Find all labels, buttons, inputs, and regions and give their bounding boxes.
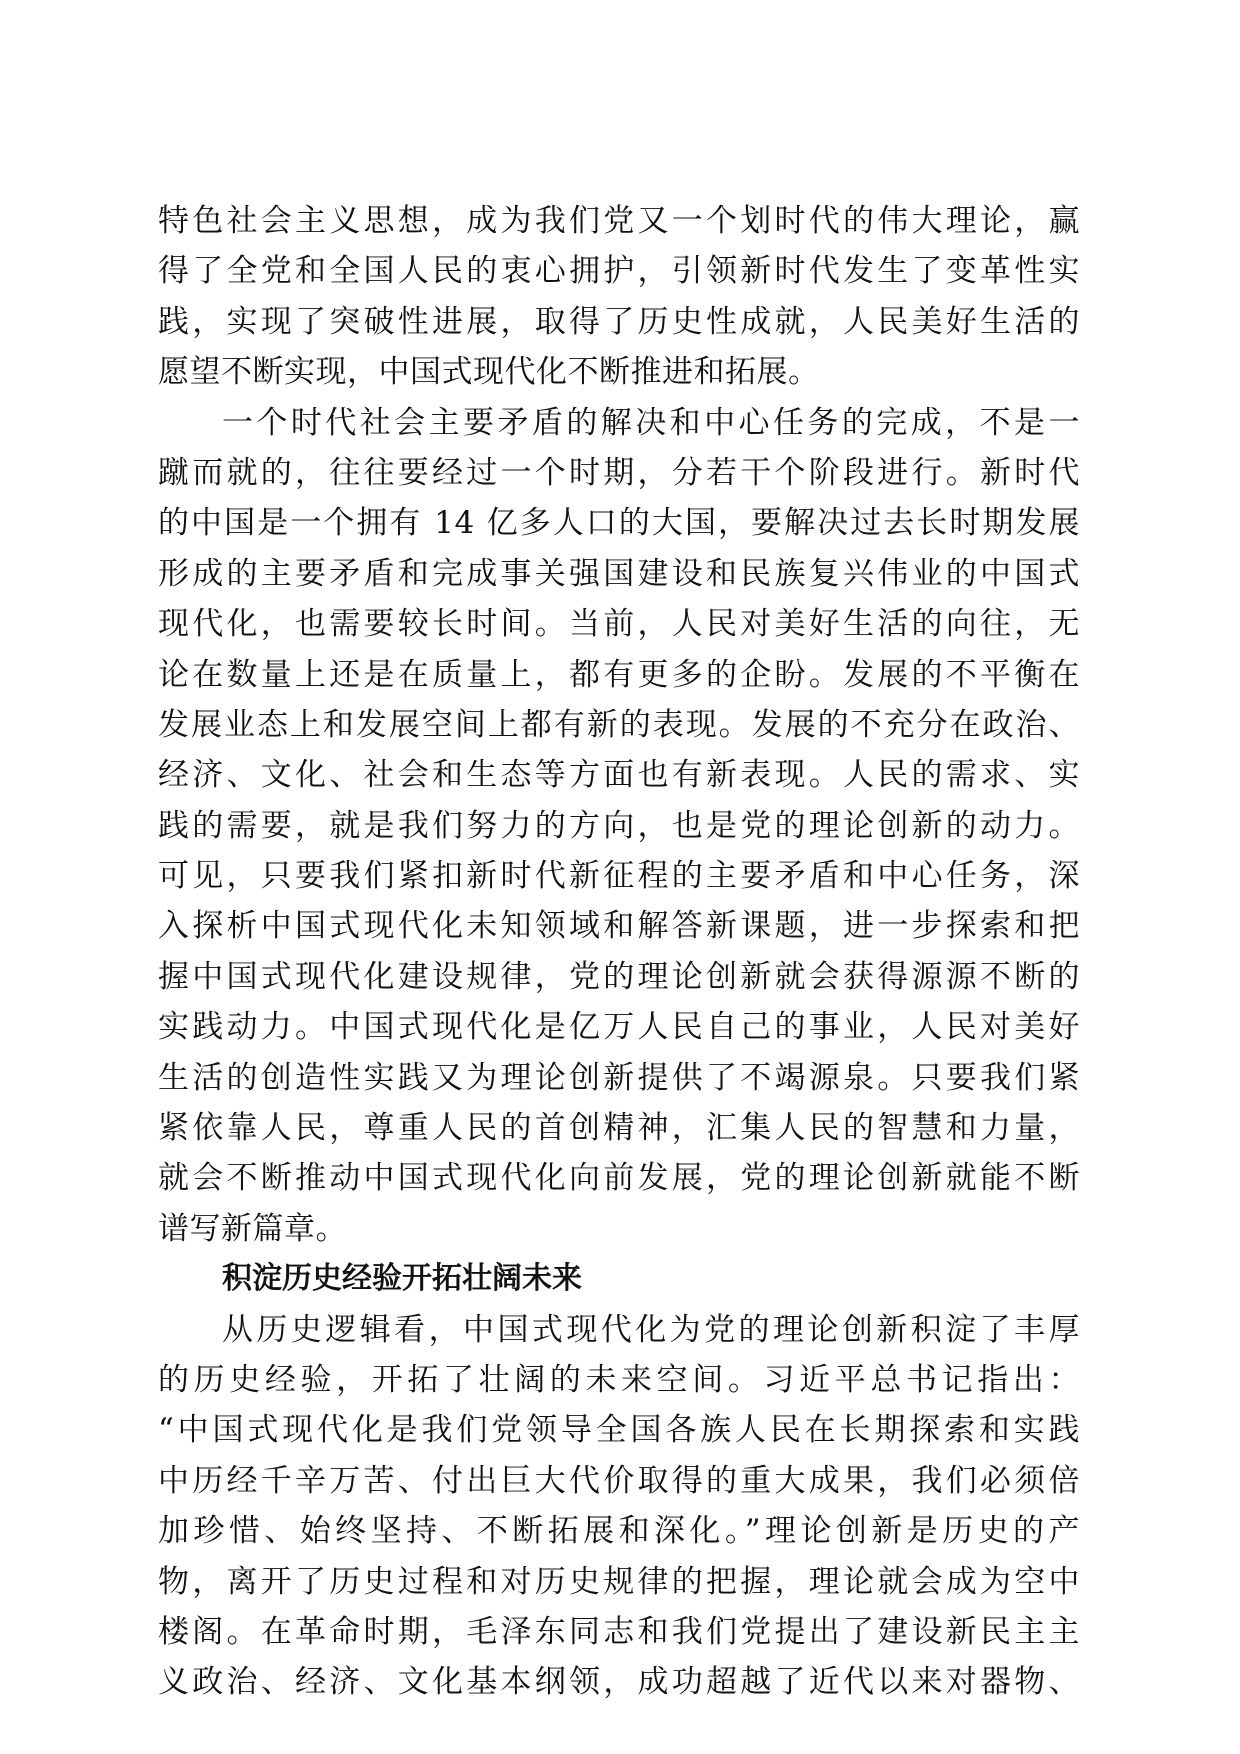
text-line: 发展业态上和发展空间上都有新的表现。发展的不充分在政治、	[158, 706, 1080, 743]
text-line: 从历史逻辑看，中国式现代化为党的理论创新积淀了丰厚	[222, 1311, 1080, 1348]
text-line: 物，离开了历史过程和对历史规律的把握，理论就会成为空中	[158, 1563, 1080, 1600]
text-line: “中国式现代化是我们党领导全国各族人民在长期探索和实践	[158, 1412, 1080, 1449]
text-line: 的中国是一个拥有 14 亿多人口的大国，要解决过去长时期发展	[158, 505, 1080, 542]
text-line: 中历经千辛万苦、付出巨大代价取得的重大成果，我们必须倍	[158, 1462, 1080, 1499]
paragraph-1	[158, 196, 1080, 398]
text-line: 加珍惜、始终坚持、不断拓展和深化。”理论创新是历史的产	[158, 1513, 1080, 1550]
document-page	[158, 196, 1080, 1708]
text-line: 实践动力。中国式现代化是亿万人民自己的事业，人民对美好	[158, 1009, 1080, 1046]
text-line: 现代化，也需要较长时间。当前，人民对美好生活的向往，无	[158, 606, 1080, 643]
text-line: 义政治、经济、文化基本纲领，成功超越了近代以来对器物、	[158, 1664, 1080, 1701]
text-line: 论在数量上还是在质量上，都有更多的企盼。发展的不平衡在	[158, 656, 1080, 693]
text-line: 践，实现了突破性进展，取得了历史性成就，人民美好生活的	[158, 303, 1080, 340]
text-line: 形成的主要矛盾和完成事关强国建设和民族复兴伟业的中国式	[158, 555, 1080, 592]
text-line: 握中国式现代化建设规律，党的理论创新就会获得源源不断的	[158, 958, 1080, 995]
text-line: 入探析中国式现代化未知领域和解答新课题，进一步探索和把	[158, 908, 1080, 945]
text-line: 一个时代社会主要矛盾的解决和中心任务的完成，不是一	[222, 404, 1080, 441]
text-line: 谱写新篇章。	[158, 1210, 347, 1247]
text-line: 的历史经验，开拓了壮阔的未来空间。习近平总书记指出：	[158, 1361, 1080, 1398]
text-line: 就会不断推动中国式现代化向前发展，党的理论创新就能不断	[158, 1160, 1080, 1197]
text-line: 特色社会主义思想，成为我们党又一个划时代的伟大理论，赢	[158, 203, 1080, 239]
paragraph-3	[158, 1305, 1080, 1708]
text-line: 得了全党和全国人民的衷心拥护，引领新时代发生了变革性实	[158, 253, 1080, 290]
text-line: 蹴而就的，往往要经过一个时期，分若干个阶段进行。新时代	[158, 454, 1080, 491]
text-line: 可见，只要我们紧扣新时代新征程的主要矛盾和中心任务，深	[158, 858, 1080, 895]
paragraph-2	[158, 398, 1080, 1255]
section-heading: 积淀历史经验开拓壮阔未来	[222, 1261, 582, 1297]
text-line: 生活的创造性实践又为理论创新提供了不竭源泉。只要我们紧	[158, 1059, 1080, 1096]
text-line: 经济、文化、社会和生态等方面也有新表现。人民的需求、实	[158, 757, 1080, 794]
text-line: 践的需要，就是我们努力的方向，也是党的理论创新的动力。	[158, 807, 1080, 844]
text-line: 愿望不断实现，中国式现代化不断推进和拓展。	[158, 354, 820, 391]
text-line: 楼阁。在革命时期，毛泽东同志和我们党提出了建设新民主主	[158, 1613, 1080, 1650]
text-line: 紧依靠人民，尊重人民的首创精神，汇集人民的智慧和力量，	[158, 1110, 1080, 1147]
